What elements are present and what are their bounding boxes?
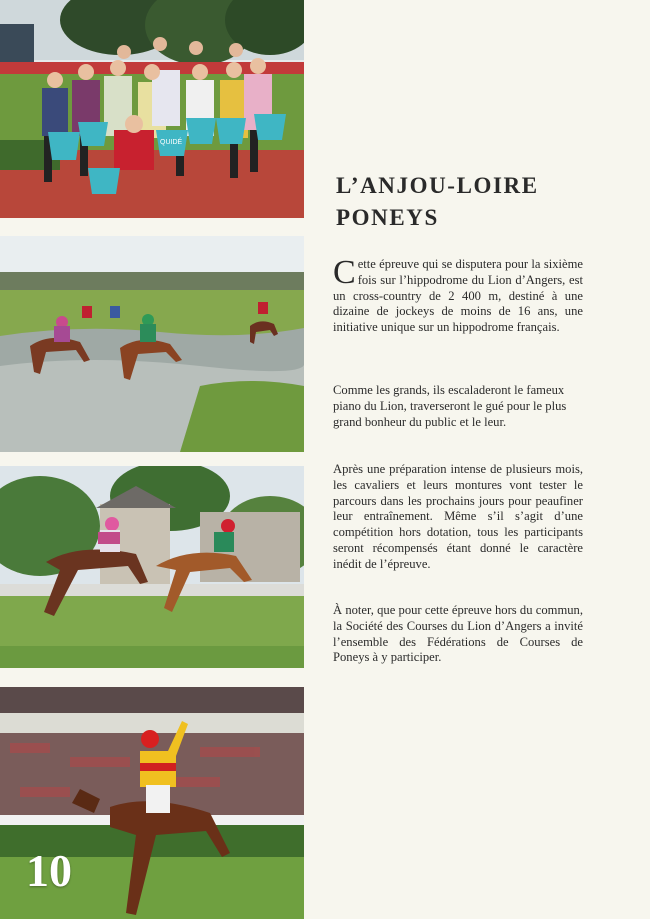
title-line-1: L’ANJOU-LOIRE (336, 173, 539, 198)
paragraph-invitation: À noter, que pour cette épreuve hors du commun, la Société des Courses du Lion d’Angers a invité l’ensemble des Fédérations de Courses de Poneys à y participer. (333, 603, 583, 665)
photo-column (0, 0, 305, 919)
photo-jockeys-group-image (0, 0, 304, 218)
photo-water-crossing-image (0, 236, 304, 452)
drop-cap: C (333, 254, 356, 291)
photo-ponies-racing-image (0, 466, 304, 668)
paragraph-intro (333, 254, 583, 336)
photo-ponies-racing (0, 466, 304, 668)
paragraph-intro-text: ette épreuve qui se disputera pour la sixième fois sur l’hippodrome du Lion d’Angers, est un cross-country de 2 400 m, destiné à une dizaine de jockeys de moins de 16 ans, une initiative unique sur un hippodrome français. (333, 257, 583, 335)
page-number: 10 (26, 845, 72, 896)
photo-water-crossing (0, 236, 304, 452)
title-line-2: PONEYS (336, 205, 439, 230)
bucket-label: QUIDÉ (160, 139, 183, 146)
paragraph-obstacles: Comme les grands, ils escaladeront le fameux piano du Lion, traverseront le gué pour le plus grand bonheur du public et le leur. (333, 383, 567, 429)
article-title (336, 170, 576, 234)
photo-jockeys-group (0, 0, 304, 218)
paragraph-preparation: Après une préparation intense de plusieurs mois, les cavaliers et leurs montures vont tester le parcours dans les prochains jours pour peaufiner leur entraînement. Même s’il s’agit d’une compétition hors dotation, tous les participants seront récompensés étant donné le caractère inédit de l’épreuve. (333, 462, 583, 571)
